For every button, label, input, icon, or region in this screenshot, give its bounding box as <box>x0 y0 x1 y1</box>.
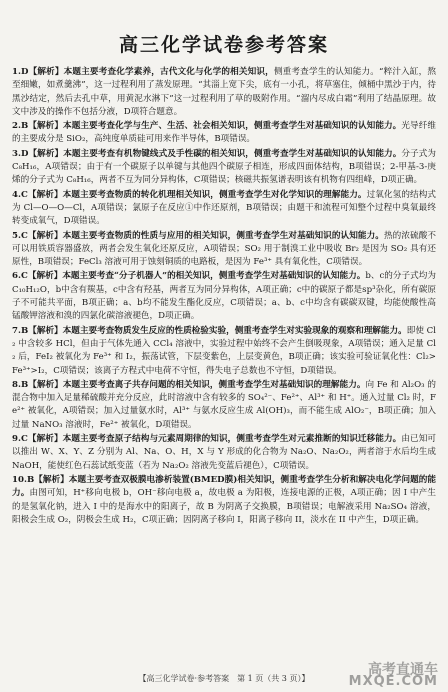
answer-lead: 【解析】本题主要考查物质发生反应的性质检验实验，侧重考查学生对实验现象的观察和理解能力。 <box>28 325 407 336</box>
answer-item <box>12 120 436 147</box>
answer-item <box>12 66 436 119</box>
answer-number: 4.C <box>12 189 28 200</box>
answer-number: 5.C <box>12 230 28 241</box>
watermark-text: 高考直通车 <box>368 662 438 678</box>
answer-lead: 【解析】本题主要考查化学与生产、生活、社会相关知识，侧重考查学生对基础知识的认知能力。 <box>28 121 402 132</box>
answer-item <box>12 230 436 270</box>
answer-text: 侧重考查学生的认知能力。“粹汁入缸，熬至细嫩，如煮羹沸”，这一过程利用了蒸发原理。“其淄上宽下尖，底有一小孔，将草塞住，倾桶中黑沙于内，待黑沙结定，然后去孔中草，用黄泥水淋下”这一过程利用了草的吸附作用。“溜内尽成白霜”利用了结晶原理。故文中涉及的操作不包括分液，D项符合题意。 <box>12 67 436 117</box>
answer-number: 3.D <box>12 148 29 159</box>
watermark-url: MXQE.COM <box>348 674 438 689</box>
answer-item <box>12 148 436 188</box>
answer-text: 分子式为 C₈H₁₆，A项错误；由于有一个碳原子以单键与其他四个碳原子相连，形成四面体结构，B项错误；2-甲基-3-庚烯的分子式为 C₈H₁₆，两者不互为同分异构体，C项错误；核磁共振氢谱表明该有机物有四组峰，D项正确。 <box>12 148 436 186</box>
watermark-logo <box>349 664 438 688</box>
answer-text: 热的浓硫酸不可以用铁质容器盛放，两者会发生氧化还原反应，A项错误；SO₂ 用于制溴工业中吸收 Br₂ 是因为 SO₂ 具有还原性，B项错误；FeCl₃ 溶液可用于蚀刻铜质的电路板，是因为 Fe³⁺ 具有氧化性，C项错误。 <box>12 230 436 268</box>
answer-text: 由图可知，H⁺移向电极 b，OH⁻移向电极 a，故电极 a 为阳极，连接电源的正极，A项正确；因 I 中产生的是氢氧化钠，进入 I 中的是海水中的阳离子，故 B 为阴离子交换膜，B项错误；电解液采用 Na₂SO₄ 溶液，阳极会生成 O₂，阴极会生成 H₂，C项正确；因阴离子移向 I，阳离子移向 II，淡水在 II 中产生，D项正确。 <box>12 488 436 525</box>
answer-number: 10.B <box>12 474 35 485</box>
answer-item <box>12 325 436 378</box>
answer-lead: 【解析】本题主要考查物质的性质与应用的相关知识，侧重考查学生对基础知识的认知能力。 <box>27 230 384 241</box>
answer-number: 9.C <box>12 434 28 445</box>
answer-lead: 【解析】本题主要考查化学素养，古代文化与化学的相关知识， <box>28 67 274 77</box>
answer-lead: 【解析】本题主要考查“分子机器人”的相关知识，侧重考查学生对基础知识的认知能力。 <box>27 271 366 282</box>
answer-text: 向 Fe 和 Al₂O₃ 的混合物中加入足量稀硫酸并充分反应，此时溶液中含有较多的 SO₄²⁻、Fe²⁺、Al³⁺ 和 H⁺。通入过量 Cl₂ 时，Fe²⁺ 被氧化，A项错误；加入过量氨水时，Al³⁺ 与氨水反应生成 Al(OH)₃，而不能生成 AlO₂⁻，B项正确；加入过量 NaNO₃ 溶液时，Fe²⁺ 被氧化，D项错误。 <box>12 379 436 430</box>
answer-lead: 【解析】本题主要考查原子结构与元素周期律的知识，侧重考查学生对元素推断的知识迁移能力。 <box>27 434 402 445</box>
answer-item <box>12 433 436 473</box>
answer-lead: 【解析】本题主要考查离子共存问题的相关知识，侧重考查学生对基础知识的理解能力。 <box>28 379 366 390</box>
answer-number: 2.B <box>12 121 29 132</box>
answer-item <box>12 270 436 323</box>
answer-number: 1.D <box>12 67 29 77</box>
answer-item <box>12 189 436 229</box>
answer-text: 光导纤维的主要成分是 SiO₂，高纯度单质硅可用来作半导体，B项错误。 <box>12 121 436 145</box>
answer-number: 8.B <box>12 379 29 390</box>
page-footer: 【高三化学试卷·参考答案 第 1 页（共 3 页）】 <box>138 674 310 683</box>
answer-lead: 【解析】本题主要考查物质的转化机理相关知识，侧重考查学生对化学知识的理解能力。 <box>27 189 367 200</box>
answer-item <box>12 474 436 527</box>
answer-text: b、c的分子式均为 C₁₀H₁₂O，b中含有羰基，c中含有羟基，两者互为同分异构体，A项正确；c中的碳原子都是sp³杂化，所有碳原子不可能共平面，B项正确；a、b均不能发生酯化反应，C项错误；a、b、c中均含有碳碳双键，均能使酸性高锰酸钾溶液和溴的四氯化碳溶液褪色，D项正确。 <box>12 271 436 322</box>
answer-text: 即使 Cl₂ 中含较多 HCl，但由于气体先通入 CCl₄ 溶液中，实验过程中始终不会产生倒吸现象，A项错误；通入足量 Cl₂ 后，FeI₂ 被氧化为 Fe³⁺ 和 I₂，振荡试管，下层变紫色，上层变黄色，B项正确；该实验可验证氧化性：Cl₂>Fe³⁺>I₂，C项错误；该离子方程式中电荷不守恒，得失电子总数也不守恒，D项错误。 <box>12 325 436 376</box>
answer-text: 过氧化氢的结构式为 Cl—O—O—Cl，A项错误；氯原子在反应①中作还原剂，B项错误；由题干和流程可知整个过程中臭氧最终转变成氧气，D项错误。 <box>12 189 436 227</box>
answer-lead: 【解析】本题主要考查有机物键线式及手性碳的相关知识，侧重考查学生对基础知识的认知能力。 <box>28 148 402 159</box>
answer-list <box>12 66 436 527</box>
answer-number: 7.B <box>12 325 29 336</box>
answer-number: 6.C <box>12 271 28 282</box>
answer-item <box>12 379 436 432</box>
answer-lead: 【解析】本题主要考查双极膜电渗析装置(BMED膜)相关知识，侧重考查学生分析和解决电化学问题的能力。 <box>12 474 436 499</box>
page-title: 高三化学试卷参考答案 <box>118 34 329 56</box>
answer-text: 由已知可以推出 W、X、Y、Z 分别为 Al、Na、O、H，X 与 Y 形成的化合物为 Na₂O、Na₂O₂，两者溶于水后均生成 NaOH，能使红色石蕊试纸变蓝（若为 Na₂O₂ 溶液先变蓝后褪色），C项错误。 <box>12 434 436 471</box>
